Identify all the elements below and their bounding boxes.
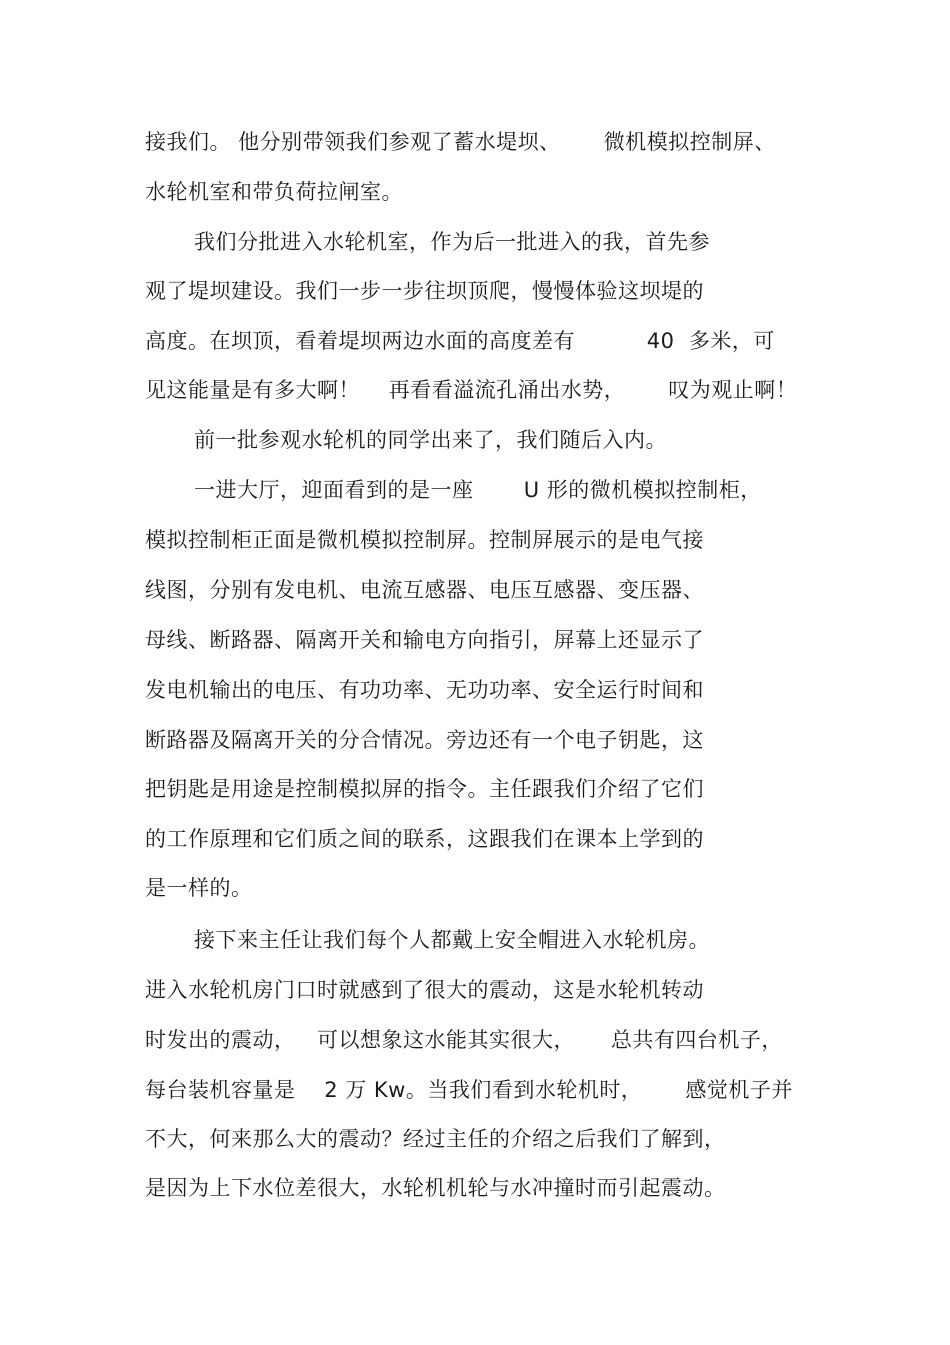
text-line: 断路器及隔离开关的分合情况。旁边还有一个电子钥匙，这 (145, 728, 704, 752)
text-line: 每台装机容量是 2 万 Kw。当我们看到水轮机时， 感觉机子并 (145, 1078, 793, 1102)
text-line: 水轮机室和带负荷拉闸室。 (145, 180, 403, 204)
text-line: 是因为上下水位差很大，水轮机机轮与水冲撞时而引起震动。 (145, 1176, 726, 1200)
text-line: 把钥匙是用途是控制模拟屏的指令。主任跟我们介绍了它们 (145, 777, 704, 801)
text-line: 见这能量是有多大啊！ 再看看溢流孔涌出水势， 叹为观止啊！ (145, 378, 798, 402)
text-line: 不大，何来那么大的震动？经过主任的介绍之后我们了解到， (145, 1127, 726, 1151)
text-line: 是一样的。 (145, 876, 253, 900)
paragraph-first-line: 前一批参观水轮机的同学出来了，我们随后入内。 (194, 428, 667, 452)
paragraph-first-line: 一进大厅，迎面看到的是一座 U 形的微机模拟控制柜， (194, 478, 762, 502)
text-line: 观了堤坝建设。我们一步一步往坝顶爬，慢慢体验这坝堤的 (145, 279, 704, 303)
text-line: 时发出的震动， 可以想象这水能其实很大， 总共有四台机子， (145, 1028, 783, 1052)
text-line: 模拟控制柜正面是微机模拟控制屏。控制屏展示的是电气接 (145, 528, 704, 552)
paragraph-first-line: 接下来主任让我们每个人都戴上安全帽进入水轮机房。 (194, 928, 710, 952)
text-line: 进入水轮机房门口时就感到了很大的震动，这是水轮机转动 (145, 978, 704, 1002)
text-line: 接我们。 他分别带领我们参观了蓄水堤坝、 微机模拟控制屏、 (145, 130, 776, 154)
text-line: 的工作原理和它们质之间的联系，这跟我们在课本上学到的 (145, 827, 704, 851)
text-line: 发电机输出的电压、有功功率、无功功率、安全运行时间和 (145, 678, 704, 702)
text-line: 高度。在坝顶，看着堤坝两边水面的高度差有 40 多米，可 (145, 329, 775, 353)
text-line: 母线、断路器、隔离开关和输电方向指引，屏幕上还显示了 (145, 628, 704, 652)
paragraph-first-line: 我们分批进入水轮机室，作为后一批进入的我，首先参 (194, 230, 710, 254)
text-line: 线图，分别有发电机、电流互感器、电压互感器、变压器、 (145, 578, 704, 602)
